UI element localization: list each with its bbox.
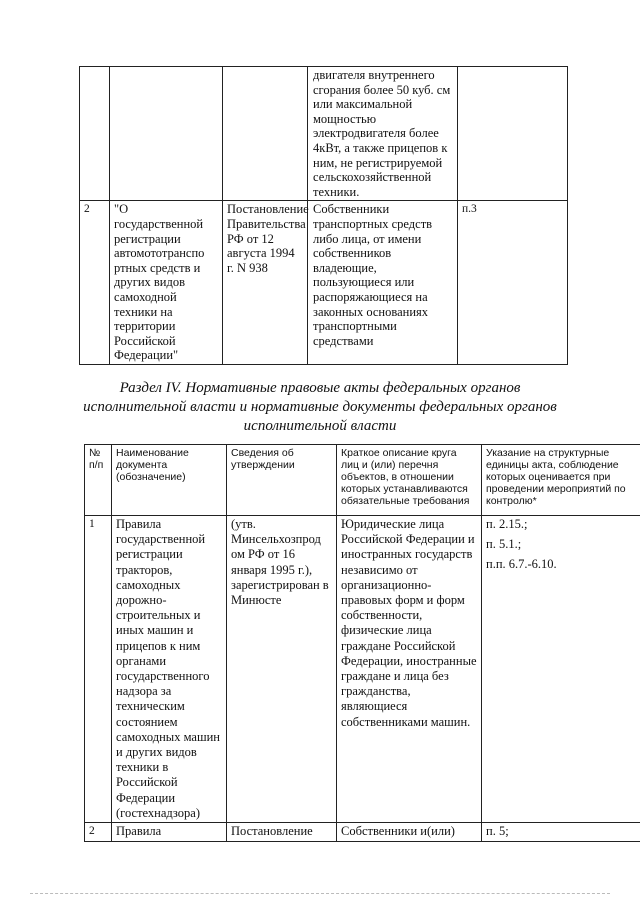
table-row [85, 823, 640, 842]
header-name: Наименование документа (обозначение) [112, 445, 227, 516]
approval-cell [223, 67, 308, 201]
num-cell [80, 67, 110, 201]
page-bottom-divider [30, 893, 610, 894]
header-description: Краткое описание круга лиц и (или) перечня объектов, в отношении которых устанавливаются обязательные требования [337, 445, 482, 516]
approval-cell: Постановление Правительства РФ от 12 августа 1994 г. N 938 [223, 201, 308, 365]
num-cell: 2 [80, 201, 110, 365]
approval-cell: Постановление [227, 823, 337, 842]
regulations-table-continued [79, 66, 568, 365]
ref-cell [458, 67, 568, 201]
description-cell: двигателя внутреннего сгорания более 50 куб. см или максимальной мощностью электродвигателя более 4кВт, а также прицепов к ним, не регистрируемой сельскохозяйственной техники. [308, 67, 458, 201]
table-header-row [85, 445, 640, 516]
ref-cell: п. 5; [482, 823, 640, 842]
description-cell: Собственники транспортных средств либо лица, от имени собственников владеющие, пользующиеся или распоряжающиеся на законных основаниях транспортными средствами [308, 201, 458, 365]
header-refs: Указание на структурные единицы акта, соблюдение которых оценивается при проведении мероприятий по контролю* [482, 445, 640, 516]
ref-cell [482, 516, 640, 823]
section-heading-line: исполнительной власти [243, 418, 397, 434]
federal-acts-table [84, 444, 640, 842]
section-heading-line: исполнительной власти и нормативные документы федеральных органов [83, 399, 557, 415]
description-cell: Собственники и(или) [337, 823, 482, 842]
ref-item: п. 2.15.; [486, 517, 528, 531]
header-approval: Сведения об утверждении [227, 445, 337, 516]
ref-item: п.п. 6.7.-6.10. [486, 557, 557, 572]
header-num: № п/п [85, 445, 112, 516]
ref-cell: п.3 [458, 201, 568, 365]
description-cell: Юридические лица Российской Федерации и иностранных государств независимо от организационно-правовых форм и форм собственности, физические лица граждане Российской Федерации, иностранные граждане и лица без гражданства, являющиеся собственниками машин. [337, 516, 482, 823]
approval-cell: (утв. Минсельхозпрод ом РФ от 16 января 1995 г.), зарегистрирован в Минюсте [227, 516, 337, 823]
section-heading-line: Раздел IV. Нормативные правовые акты федеральных органов [119, 380, 521, 396]
table-row [85, 516, 640, 823]
table-row [80, 67, 568, 201]
table-row [80, 201, 568, 365]
name-cell: "О государственной регистрации автомототранспо ртных средств и других видов самоходной техники на территории Российской Федерации" [110, 201, 223, 365]
name-cell: Правила государственной регистрации тракторов, самоходных дорожно-строительных и иных машин и прицепов к ним органами государственного надзора за техническим состоянием самоходных машин и других видов техники в Российской Федерации (гостехнадзора) [112, 516, 227, 823]
name-cell [110, 67, 223, 201]
section-heading [60, 379, 580, 436]
num-cell: 2 [85, 823, 112, 842]
name-cell: Правила [112, 823, 227, 842]
num-cell: 1 [85, 516, 112, 823]
ref-item: п. 5.1.; [486, 537, 522, 552]
